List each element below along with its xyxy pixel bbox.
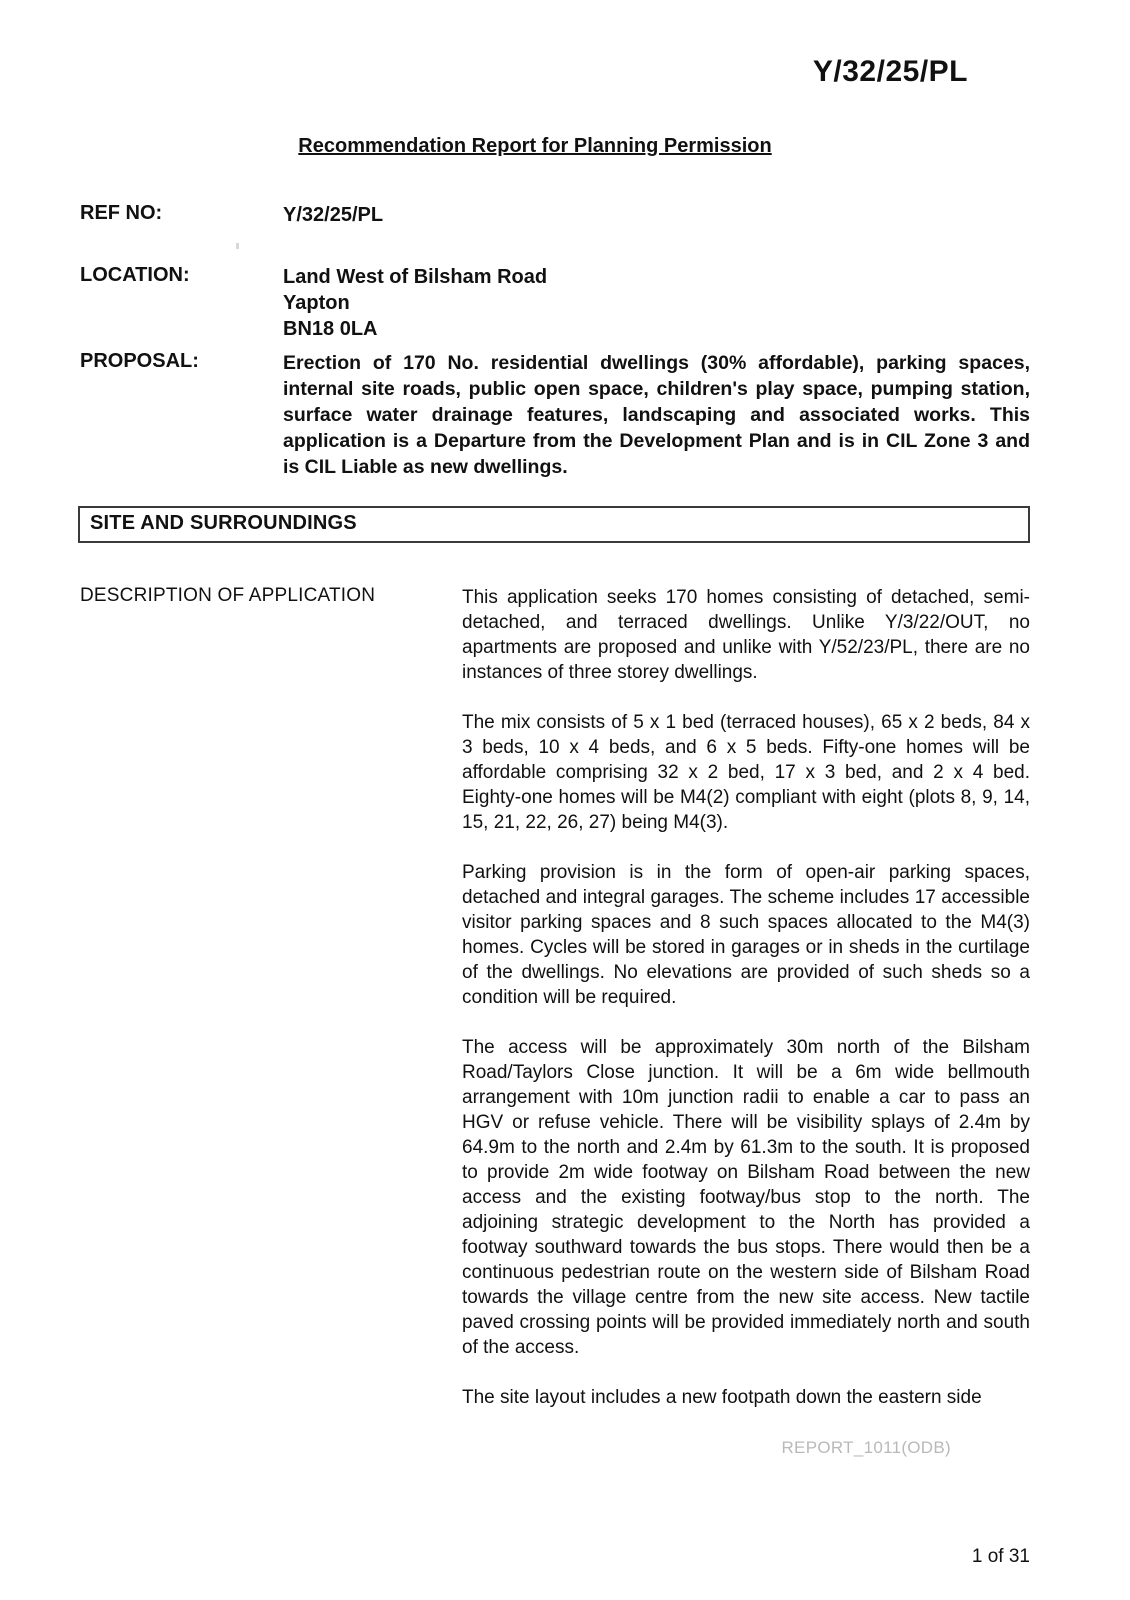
description-section (80, 585, 1030, 1410)
location-value (283, 264, 1030, 342)
description-paragraph-3: Parking provision is in the form of open-air parking spaces, detached and integral garages. The scheme includes 17 accessible visitor parking spaces and 8 such spaces allocated to the M4(3) homes. Cycles will be stored in garages or in sheds in the curtilage of the dwellings. No elevations are provided of such sheds so a condition will be required. (462, 862, 1030, 1008)
description-label: DESCRIPTION OF APPLICATION (80, 585, 376, 606)
section-header: SITE AND SURROUNDINGS (90, 512, 357, 534)
page-number: 1 of 31 (971, 1546, 1030, 1567)
ref-row (80, 202, 1030, 228)
location-label: LOCATION: (80, 264, 190, 286)
report-template-code: REPORT_1011(ODB) (781, 1438, 951, 1457)
proposal-row (80, 350, 1030, 480)
ref-value: Y/32/25/PL (283, 204, 384, 226)
description-body (462, 585, 1030, 1410)
page-title: Recommendation Report for Planning Permission (298, 135, 772, 157)
section-box (78, 506, 1030, 543)
ref-label: REF NO: (80, 202, 163, 224)
location-line-3: BN18 0LA (283, 318, 378, 340)
description-paragraph-5: The site layout includes a new footpath down the eastern side (462, 1387, 982, 1408)
title-wrap (80, 135, 1030, 158)
description-paragraph-4: The access will be approximately 30m north of the Bilsham Road/Taylors Close junction. It will be a 6m wide bellmouth arrangement with 10m junction radii to enable a car to pass an HGV or refuse vehicle. There will be visibility splays of 2.4m by 64.9m to the north and 2.4m by 61.3m to the south. It is proposed to provide 2m wide footway on Bilsham Road between the new access and the existing footway/bus stop to the north. The adjoining strategic development to the North has provided a footway southward towards the bus stops. There would then be a continuous pedestrian route on the western side of Bilsham Road towards the village centre from the new site access. New tactile paved crossing points will be provided immediately north and south of the access. (462, 1037, 1030, 1358)
description-paragraph-1: This application seeks 170 homes consisting of detached, semi-detached, and terraced dwellings. Unlike Y/3/22/OUT, no apartments are proposed and unlike with Y/52/23/PL, there are no instances of three storey dwellings. (462, 587, 1030, 683)
location-line-1: Land West of Bilsham Road (283, 266, 548, 288)
scan-artifact (236, 243, 239, 249)
doc-ref-header: Y/32/25/PL (812, 55, 968, 88)
location-line-2: Yapton (283, 292, 350, 314)
fields-section (80, 202, 1030, 480)
location-row (80, 264, 1030, 342)
description-paragraph-2: The mix consists of 5 x 1 bed (terraced houses), 65 x 2 beds, 84 x 3 beds, 10 x 4 beds, and 6 x 5 beds. Fifty-one homes will be affordable comprising 32 x 2 bed, 17 x 3 bed, and 2 x 4 bed. Eighty-one homes will be M4(2) compliant with eight (plots 8, 9, 14, 15, 21, 22, 26, 27) being M4(3). (462, 712, 1030, 833)
proposal-text: Erection of 170 No. residential dwellings (30% affordable), parking spaces, internal site roads, public open space, children's play space, pumping station, surface water drainage features, landscaping and associated works. This application is a Departure from the Development Plan and is in CIL Zone 3 and is CIL Liable as new dwellings. (283, 352, 1030, 478)
proposal-label: PROPOSAL: (80, 350, 199, 372)
